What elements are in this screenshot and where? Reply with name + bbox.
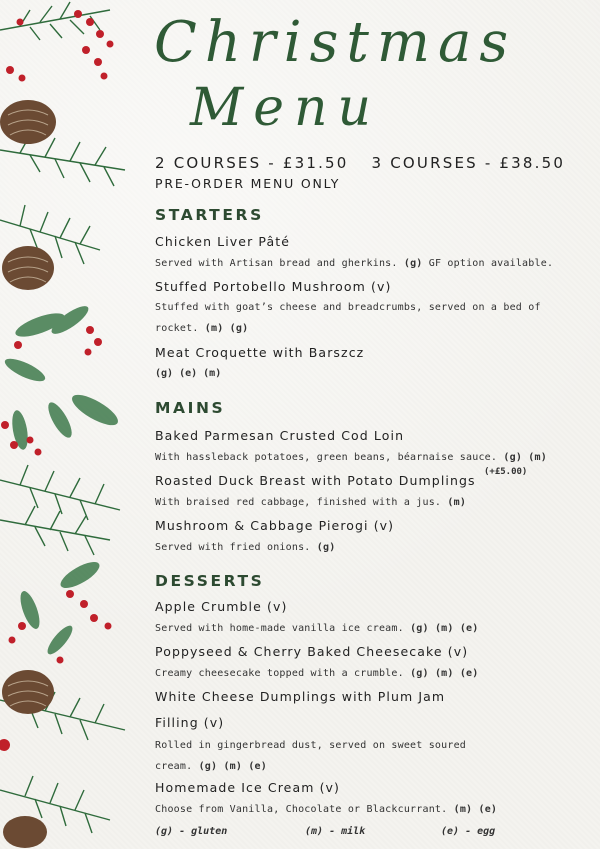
dish-description: [155, 618, 555, 639]
dish-name-continued: Filling (v): [155, 715, 225, 730]
dish-desc-text: Served with fried onions.: [155, 542, 311, 553]
allergen-tags: (m) (g): [204, 323, 249, 334]
allergen-tags: (g) (m) (e): [410, 623, 479, 634]
three-course-price: 3 COURSES - £38.50: [371, 154, 566, 172]
dish-description: [155, 663, 555, 684]
menu-title: [150, 8, 570, 148]
dish-desc-text: Rolled in gingerbread dust, served on sweet soured: [155, 740, 467, 751]
dish-desc-text: With braised red cabbage, finished with a jus.: [155, 497, 442, 508]
dish-name: Chicken Liver Pâté: [155, 234, 291, 249]
dish-desc-text: Choose from Vanilla, Chocolate or Blackcurrant.: [155, 804, 448, 815]
christmas-foliage-border: [0, 0, 140, 849]
dish-name: Apple Crumble (v): [155, 599, 288, 614]
allergen-tags: (g) (e) (m): [155, 368, 222, 379]
allergen-tags: (m): [447, 497, 467, 508]
dish-name: Meat Croquette with Barszcz: [155, 345, 365, 360]
desserts-heading: DESSERTS: [155, 572, 265, 590]
dish-desc-text: Served with Artisan bread and gherkins.: [155, 258, 398, 269]
allergen-tags: (g): [403, 258, 423, 269]
dish-description: [155, 735, 555, 777]
dish-description: [155, 253, 555, 274]
two-course-price: 2 COURSES - £31.50: [155, 154, 349, 172]
allergen-tags: (g) (m) (e): [198, 761, 267, 772]
dish-desc-text: Creamy cheesecake topped with a crumble.: [155, 668, 404, 679]
legend-egg: (e) - egg: [441, 826, 496, 837]
dish-name: Mushroom & Cabbage Pierogi (v): [155, 518, 395, 533]
price-supplement: (+£5.00): [484, 467, 528, 477]
allergen-tags: (m) (e): [453, 804, 498, 815]
dish-name: Stuffed Portobello Mushroom (v): [155, 279, 392, 294]
allergen-tags: (g): [316, 542, 336, 553]
dish-name: Baked Parmesan Crusted Cod Loin: [155, 428, 405, 443]
dish-name: Poppyseed & Cherry Baked Cheesecake (v): [155, 644, 469, 659]
legend-milk: (m) - milk: [305, 826, 366, 837]
mains-heading: MAINS: [155, 399, 226, 417]
title-line-1: Christmas: [154, 10, 517, 75]
dish-name: Roasted Duck Breast with Potato Dumplings: [155, 473, 476, 488]
allergen-tags: (g) (m): [503, 452, 547, 463]
dish-description: [155, 447, 555, 468]
dish-description: [155, 297, 555, 339]
dish-name: Homemade Ice Cream (v): [155, 780, 341, 795]
dish-desc-extra: GF option available.: [428, 258, 554, 269]
dish-name: White Cheese Dumplings with Plum Jam: [155, 689, 446, 704]
dish-desc-text: Served with home-made vanilla ice cream.: [155, 623, 404, 634]
dish-desc-text: With hassleback potatoes, green beans, béarnaise sauce.: [155, 452, 498, 463]
dish-description: [155, 492, 555, 513]
allergen-tags: (g) (m) (e): [410, 668, 479, 679]
legend-gluten: (g) - gluten: [155, 826, 228, 837]
preorder-note: PRE-ORDER MENU ONLY: [155, 176, 341, 191]
course-prices: [155, 154, 565, 172]
dish-description: [155, 799, 555, 820]
dish-description: [155, 537, 555, 558]
dish-desc-text: Stuffed with goat’s cheese and breadcrumbs, served on a bed of: [155, 302, 541, 313]
title-line-2: Menu: [190, 78, 381, 138]
dish-desc-text: cream.: [155, 761, 193, 772]
dish-desc-text: rocket.: [155, 323, 199, 334]
leaves: [2, 302, 122, 658]
starters-heading: STARTERS: [155, 206, 264, 224]
